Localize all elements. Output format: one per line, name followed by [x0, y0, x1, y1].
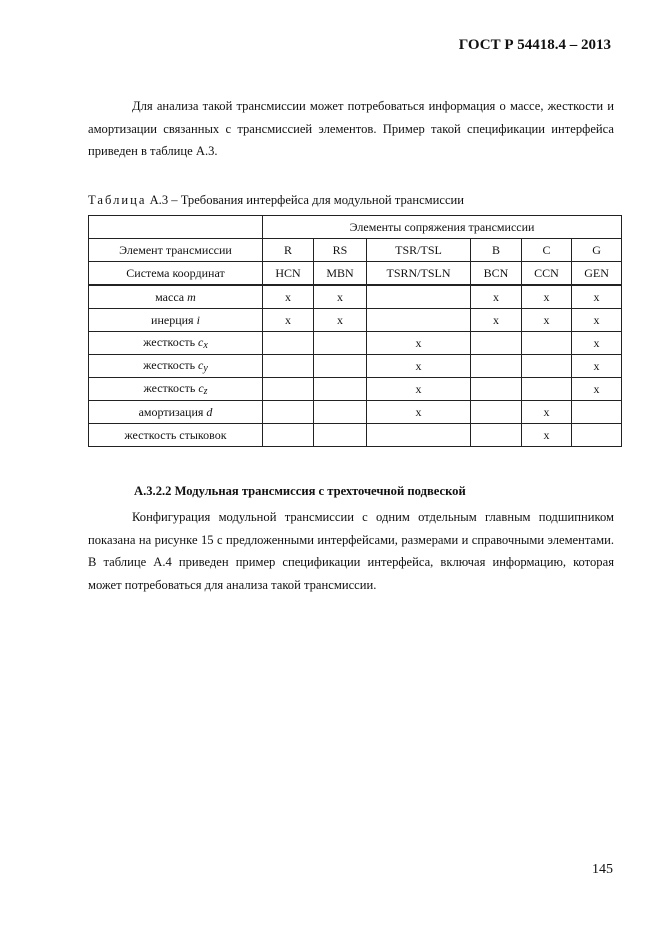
table-row [89, 424, 622, 447]
row-symbol: c [198, 358, 204, 372]
table-cell: x [471, 309, 522, 332]
table-cell [471, 378, 522, 401]
table-cell: x [367, 378, 471, 401]
table-caption [88, 193, 464, 208]
table-cell: x [314, 309, 367, 332]
coords-cell: HCN [263, 262, 314, 286]
column-header: R [263, 239, 314, 262]
table-row [89, 285, 622, 309]
table-cell [367, 285, 471, 309]
table-cell [471, 424, 522, 447]
row-symbol-subscript: x [203, 340, 208, 351]
table-cell: x [572, 332, 622, 355]
row-header-coords: Система координат [89, 262, 263, 286]
table-cell [263, 355, 314, 378]
table-cell [522, 355, 572, 378]
table-cell: x [367, 332, 471, 355]
coords-cell: MBN [314, 262, 367, 286]
table-cell [522, 378, 572, 401]
coords-cell: GEN [572, 262, 622, 286]
table-cell [572, 401, 622, 424]
page-number: 145 [592, 862, 613, 877]
table-cell [314, 355, 367, 378]
row-label: жесткость [143, 335, 199, 349]
table-row [89, 378, 622, 401]
table-cell [572, 424, 622, 447]
row-label: масса [155, 289, 188, 304]
row-symbol: d [206, 404, 213, 419]
table-caption-text: А.3 – Требования интерфейса для модульной трансмиссии [149, 193, 465, 207]
table-cell [263, 332, 314, 355]
row-label-cell [89, 401, 263, 424]
table-cell: x [572, 309, 622, 332]
section-paragraph-text: Конфигурация модульной трансмиссии с одним отдельным главным подшипником показана на рисунке 15 с предложенными интерфейсами, размерами и справочными элементами. В таблице А.4 приведен пример спецификации интерфейса, включая информацию, которая может потребоваться для анализа такой трансмиссии. [88, 510, 614, 592]
table-column-header-row [89, 239, 622, 262]
table-cell [263, 378, 314, 401]
table-cell: x [522, 285, 572, 309]
table-row [89, 309, 622, 332]
row-header-element: Элемент трансмиссии [89, 239, 263, 262]
table-cell: x [263, 309, 314, 332]
table-cell [263, 424, 314, 447]
section-title: А.3.2.2 Модульная трансмиссия с трехточечной подвеской [134, 484, 466, 498]
table-coords-row [89, 262, 622, 286]
table-row [89, 332, 622, 355]
table-cell: x [314, 285, 367, 309]
table-cell: x [522, 401, 572, 424]
table-cell: x [572, 378, 622, 401]
row-label-cell [89, 355, 263, 378]
column-header: TSR/TSL [367, 239, 471, 262]
coords-cell: BCN [471, 262, 522, 286]
interface-requirements-table [88, 215, 622, 447]
column-header: RS [314, 239, 367, 262]
table-group-header-row [89, 216, 622, 239]
table-cell: x [471, 285, 522, 309]
column-header: B [471, 239, 522, 262]
column-header: C [522, 239, 572, 262]
table-cell [367, 309, 471, 332]
empty-header-cell [89, 216, 263, 239]
document-header: ГОСТ Р 54418.4 – 2013 [458, 37, 611, 53]
row-label: жесткость стыковок [124, 427, 227, 442]
table-cell: x [572, 355, 622, 378]
table-cell [367, 424, 471, 447]
coords-cell: CCN [522, 262, 572, 286]
table-cell [314, 332, 367, 355]
table-caption-prefix: Таблица [88, 193, 147, 207]
table-row [89, 401, 622, 424]
section-paragraph [88, 506, 614, 596]
table-cell: x [263, 285, 314, 309]
row-symbol: i [196, 312, 200, 327]
row-symbol-subscript: z [203, 386, 208, 397]
table-cell: x [522, 309, 572, 332]
row-label: жесткость [143, 358, 199, 372]
row-label-cell [89, 378, 263, 401]
table-cell [471, 355, 522, 378]
table-row [89, 355, 622, 378]
intro-paragraph-text: Для анализа такой трансмиссии может потребоваться информация о массе, жесткости и амортизации связанных с трансмиссией элементов. Пример такой спецификации интерфейса приведен в таблице А.3. [88, 99, 614, 158]
row-label: амортизация [138, 404, 207, 419]
row-label-cell [89, 285, 263, 309]
row-label-cell [89, 309, 263, 332]
table-cell: x [367, 355, 471, 378]
row-label-cell [89, 332, 263, 355]
table-cell [471, 332, 522, 355]
table-cell [263, 401, 314, 424]
coords-cell: TSRN/TSLN [367, 262, 471, 286]
table-cell [314, 378, 367, 401]
column-header: G [572, 239, 622, 262]
row-symbol: c [198, 381, 204, 395]
table-cell [471, 401, 522, 424]
table-cell [522, 332, 572, 355]
row-label: инерция [151, 312, 197, 327]
row-label-cell [89, 424, 263, 447]
table-cell [314, 424, 367, 447]
row-symbol: m [187, 289, 196, 304]
row-label: жесткость [143, 381, 199, 395]
group-header-cell: Элементы сопряжения трансмиссии [263, 216, 622, 239]
table-cell: x [572, 285, 622, 309]
row-symbol-subscript: y [203, 363, 208, 374]
table-cell [314, 401, 367, 424]
table-cell: x [367, 401, 471, 424]
row-symbol: c [198, 335, 204, 349]
table-cell: x [522, 424, 572, 447]
intro-paragraph [88, 95, 614, 163]
